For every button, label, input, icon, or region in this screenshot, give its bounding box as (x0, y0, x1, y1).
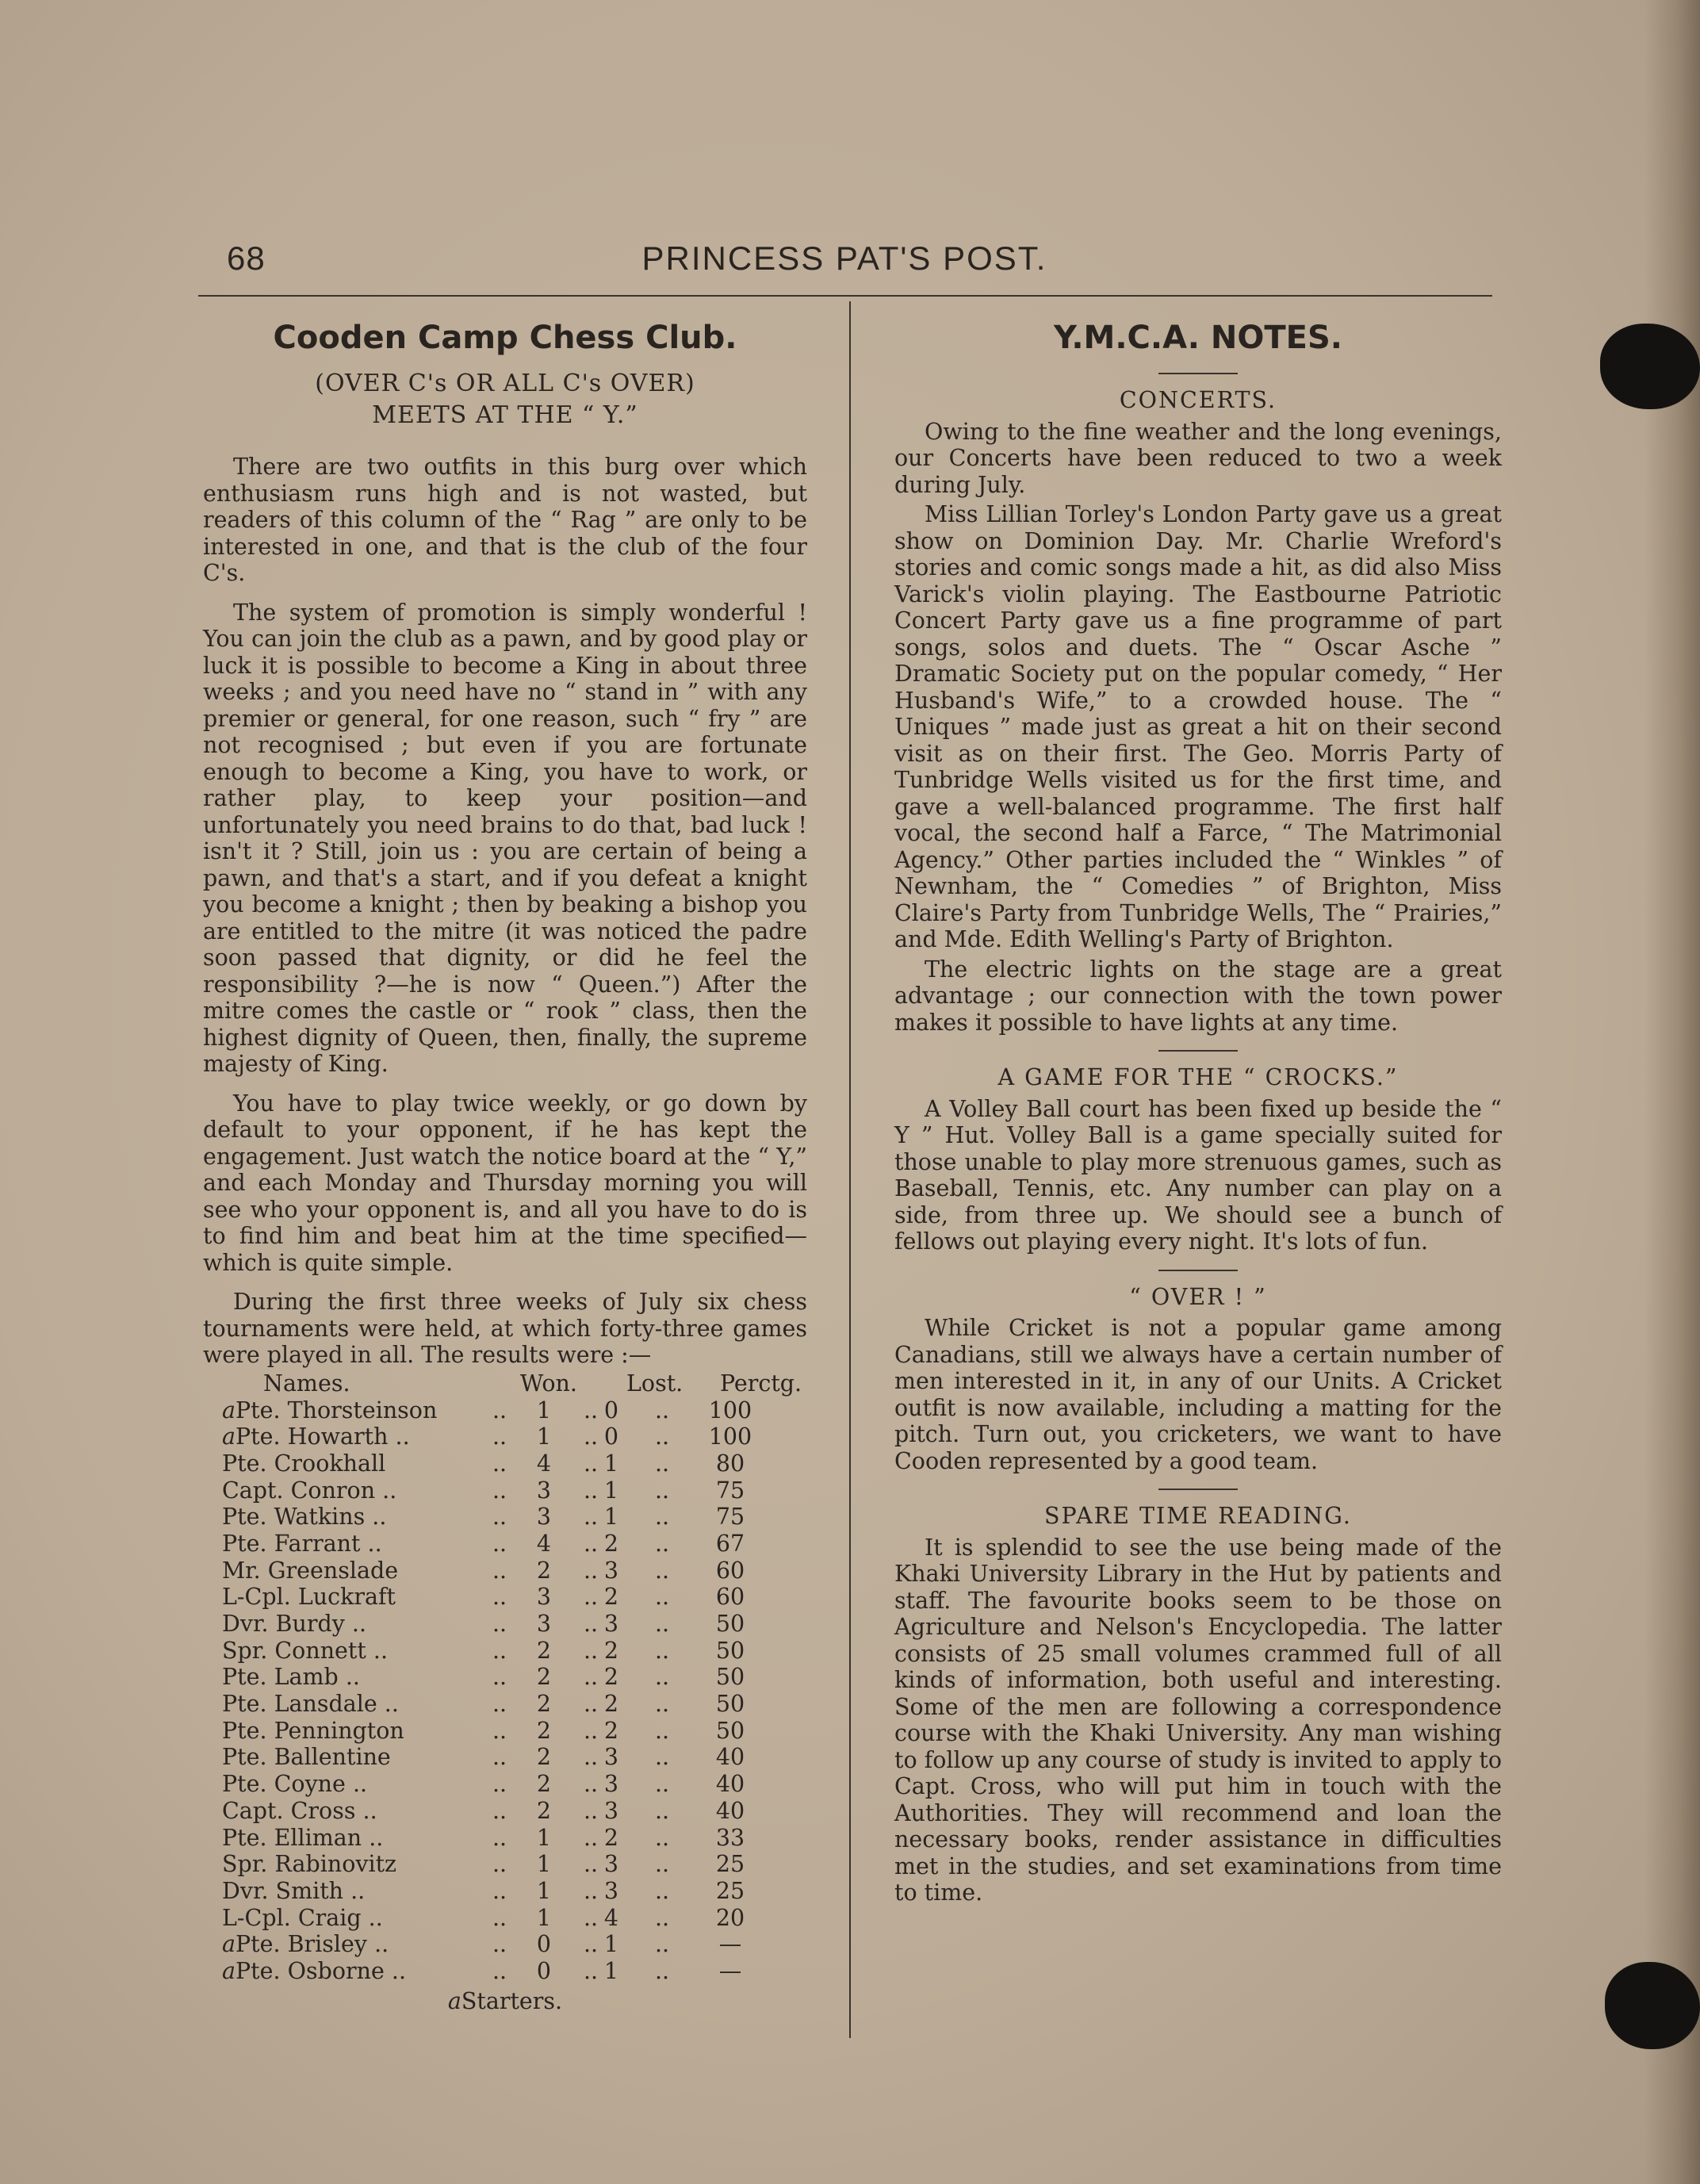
leader-dots: .. (584, 1744, 599, 1771)
header-names: Names. (263, 1370, 350, 1397)
leader-dots: .. (492, 1851, 507, 1878)
leader-dots: .. (655, 1450, 670, 1477)
leader-dots: .. (584, 1797, 599, 1824)
paragraph: You have to play twice weekly, or go down by default to your opponent, if he has kept the engagement. Just watch the notice board at the “ Y,” and each Monday and Thursday morning you will see who your opponent is, and all you have to do is to find him and beat him at the time specified—which is quite simple. (203, 1090, 807, 1276)
table-row (203, 1851, 807, 1878)
leader-dots: .. (655, 1877, 670, 1904)
leader-dots: .. (655, 1504, 670, 1531)
leader-dots: .. (655, 1957, 670, 1984)
won-count: 4 (536, 1530, 552, 1557)
player-name-text: Dvr. Smith .. (222, 1877, 366, 1904)
table-row (203, 1638, 807, 1665)
table-row (203, 1504, 807, 1531)
paragraph: A Volley Ball court has been fixed up beside the “ Y ” Hut. Volley Ball is a game specially suited for those unable to play more strenuous games, such as Baseball, Tennis, etc. Any number can play on a side, from three up. We should see a bunch of fellows out playing every night. It's lots of fun. (894, 1095, 1502, 1255)
leader-dots: .. (584, 1851, 599, 1878)
lost-count: 2 (603, 1691, 619, 1718)
player-name-text: Pte. Brisley .. (235, 1931, 389, 1958)
starter-marker: a (222, 1423, 235, 1450)
lost-count: 1 (603, 1477, 619, 1504)
leader-dots: .. (584, 1691, 599, 1718)
percentage: 25 (715, 1877, 745, 1904)
section-heading: “ OVER ! ” (1129, 1283, 1267, 1310)
leader-dots: .. (584, 1877, 599, 1904)
percentage: 75 (715, 1504, 745, 1531)
player-name-text: Pte. Lamb .. (222, 1664, 360, 1691)
won-count: 0 (536, 1957, 552, 1984)
binding-hole-bottom (1605, 1962, 1700, 2049)
won-count: 0 (536, 1931, 552, 1958)
lost-count: 3 (603, 1557, 619, 1584)
percentage: 50 (715, 1611, 745, 1637)
player-name (222, 1851, 396, 1878)
page-header (198, 239, 1491, 295)
section-heading: A GAME FOR THE “ CROCKS.” (997, 1064, 1399, 1090)
lost-count: 1 (603, 1504, 619, 1531)
table-row (203, 1744, 807, 1771)
page-number: 68 (227, 239, 266, 277)
player-name-text: L-Cpl. Luckraft (222, 1584, 396, 1611)
percentage: 60 (715, 1584, 745, 1611)
table-row (203, 1558, 807, 1584)
table-row (203, 1878, 807, 1905)
player-name-text: Pte. Howarth .. (235, 1423, 410, 1450)
header-percentage: Perctg. (720, 1370, 802, 1397)
leader-dots: .. (655, 1397, 670, 1423)
starter-marker: a (222, 1397, 235, 1423)
player-name (222, 1771, 367, 1798)
percentage: 40 (715, 1797, 745, 1824)
won-count: 1 (536, 1877, 552, 1904)
player-name (222, 1504, 386, 1531)
header-lost: Lost. (626, 1370, 683, 1397)
paragraph: During the first three weeks of July six chess tournaments were held, at which forty-three games were played in all. The results were :— (203, 1289, 807, 1368)
paragraph: Miss Lillian Torley's London Party gave us a great show on Dominion Day. Mr. Charlie Wreford's stories and comic songs made a hit, as did also Miss Varick's violin playing. The Eastbourne Patriotic Concert Party gave us a fine programme of part songs, solos and duets. The “ Oscar Asche ” Dramatic Society put on the popular comedy, “ Her Husband's Wife,” to a crowded house. The “ Uniques ” made just as great a hit on their second visit as on their first. The Geo. Morris Party of Tunbridge Wells visited us for the first time, and gave a well-balanced programme. The first half vocal, the second half a Farce, “ The Matrimonial Agency.” Other parties included the “ Winkles ” of Newnham, the “ Comedies ” of Brighton, Miss Claire's Party from Tunbridge Wells, The “ Prairies,” and Mde. Edith Welling's Party of Brighton. (894, 501, 1502, 952)
won-count: 2 (536, 1691, 552, 1718)
leader-dots: .. (584, 1450, 599, 1477)
player-name (222, 1905, 383, 1932)
percentage: 33 (715, 1824, 745, 1851)
leader-dots: .. (584, 1557, 599, 1584)
lost-count: 1 (603, 1957, 619, 1984)
won-count: 2 (536, 1557, 552, 1584)
lost-count: 0 (603, 1423, 619, 1450)
percentage: 100 (708, 1423, 752, 1450)
player-name (222, 1450, 385, 1477)
leader-dots: .. (584, 1957, 599, 1984)
leader-dots: .. (584, 1717, 599, 1744)
leader-dots: .. (492, 1691, 507, 1718)
player-name-text: Spr. Rabinovitz (222, 1851, 397, 1878)
lost-count: 4 (603, 1904, 619, 1931)
article-title: Cooden Camp Chess Club. (273, 320, 737, 356)
leader-dots: .. (655, 1744, 670, 1771)
table-row (203, 1423, 807, 1450)
starter-marker: a (222, 1931, 235, 1958)
won-count: 1 (536, 1397, 552, 1423)
lost-count: 2 (603, 1717, 619, 1744)
lost-count: 2 (603, 1530, 619, 1557)
leader-dots: .. (492, 1877, 507, 1904)
leader-dots: .. (492, 1771, 507, 1798)
leader-dots: .. (655, 1584, 670, 1611)
player-name-text: Pte. Thorsteinson (235, 1397, 438, 1423)
leader-dots: .. (492, 1824, 507, 1851)
paragraph: It is splendid to see the use being made of the Khaki University Library in the Hut by patients and staff. The favourite books seem to be those on Agriculture and Nelson's Encyclopedia. The latter consists of 25 small volumes crammed full of all kinds of information, both useful and interesting. Some of the men are following a correspondence course with the Khaki University. Any man wishing to follow up any course of study is invited to apply to Capt. Cross, who will put him in touch with the Authorities. They will recommend and loan the necessary books, render assistance in difficulties met in the studies, and set examinations from time to time. (894, 1534, 1502, 1906)
leader-dots: .. (584, 1637, 599, 1664)
leader-dots: .. (492, 1450, 507, 1477)
table-row (203, 1450, 807, 1477)
leader-dots: .. (584, 1771, 599, 1798)
section-rule (1158, 373, 1238, 374)
footnote-marker: a (447, 1987, 461, 2014)
leader-dots: .. (492, 1423, 507, 1450)
leader-dots: .. (584, 1423, 599, 1450)
percentage: 75 (715, 1477, 745, 1504)
player-name (222, 1531, 382, 1558)
lost-count: 2 (603, 1584, 619, 1611)
player-name-text: Capt. Cross .. (222, 1797, 377, 1824)
table-row (203, 1477, 807, 1504)
percentage: 50 (715, 1717, 745, 1744)
player-name-text: Pte. Crookhall (222, 1450, 386, 1477)
table-body (203, 1397, 807, 1985)
paragraph: The electric lights on the stage are a great advantage ; our connection with the town power makes it possible to have lights at any time. (894, 956, 1502, 1036)
leader-dots: .. (492, 1477, 507, 1504)
table-row (203, 1584, 807, 1611)
leader-dots: .. (492, 1717, 507, 1744)
won-count: 2 (536, 1771, 552, 1798)
percentage: 100 (708, 1397, 752, 1423)
leader-dots: .. (655, 1557, 670, 1584)
table-row (203, 1771, 807, 1798)
leader-dots: .. (492, 1904, 507, 1931)
won-count: 1 (536, 1904, 552, 1931)
player-name-text: L-Cpl. Craig .. (222, 1904, 383, 1931)
paragraph: The system of promotion is simply wonderful ! You can join the club as a pawn, and by good play or luck it is possible to become a King in about three weeks ; and you need have no “ stand in ” with any premier or general, for one reason, such “ fry ” are not recognised ; but even if you are fortunate enough to become a King, you have to work, or rather play, to keep your position—and unfortunately you need brains to do that, bad luck ! isn't it ? Still, join us : you are certain of being a pawn, and that's a start, and if you defeat a knight you become a knight ; then by beaking a bishop you are entitled to the mitre (it was noticed the padre soon passed that dignity, or did he feel the responsibility ?—he is now “ Queen.”) After the mitre comes the castle or “ rook ” class, then the highest dignity of Queen, then, finally, the supreme majesty of King. (203, 599, 807, 1077)
leader-dots: .. (492, 1957, 507, 1984)
lost-count: 1 (603, 1931, 619, 1958)
leader-dots: .. (655, 1423, 670, 1450)
article-subtitle-2: MEETS AT THE “ Y.” (372, 401, 638, 429)
binding-hole-top (1600, 324, 1700, 409)
leader-dots: .. (492, 1584, 507, 1611)
won-count: 1 (536, 1824, 552, 1851)
lost-count: 3 (603, 1877, 619, 1904)
table-row (203, 1825, 807, 1852)
won-count: 1 (536, 1423, 552, 1450)
percentage: 25 (715, 1851, 745, 1878)
section-rule (1158, 1050, 1238, 1052)
player-name (222, 1611, 366, 1638)
section-rule (1158, 1270, 1238, 1271)
player-name (222, 1691, 399, 1718)
leader-dots: .. (492, 1637, 507, 1664)
player-name (222, 1798, 377, 1825)
leader-dots: .. (584, 1824, 599, 1851)
left-column (203, 317, 807, 2014)
won-count: 4 (536, 1450, 552, 1477)
percentage: 80 (715, 1450, 745, 1477)
player-name-text: Pte. Watkins .. (222, 1504, 387, 1531)
table-row (203, 1798, 807, 1825)
leader-dots: .. (655, 1530, 670, 1557)
player-name (222, 1664, 360, 1691)
leader-dots: .. (492, 1797, 507, 1824)
leader-dots: .. (655, 1637, 670, 1664)
leader-dots: .. (584, 1477, 599, 1504)
leader-dots: .. (655, 1717, 670, 1744)
percentage: 20 (715, 1904, 745, 1931)
leader-dots: .. (492, 1931, 507, 1958)
won-count: 2 (536, 1797, 552, 1824)
leader-dots: .. (584, 1931, 599, 1958)
won-count: 2 (536, 1717, 552, 1744)
player-name (222, 1423, 410, 1450)
leader-dots: .. (492, 1664, 507, 1691)
article-title: Y.M.C.A. NOTES. (1053, 320, 1342, 356)
section-heading: CONCERTS. (1119, 387, 1277, 413)
results-table (203, 1370, 807, 2015)
leader-dots: .. (492, 1744, 507, 1771)
player-name (222, 1638, 388, 1665)
leader-dots: .. (655, 1851, 670, 1878)
leader-dots: .. (655, 1664, 670, 1691)
notes-sections (894, 387, 1502, 1906)
player-name-text: Pte. Ballentine (222, 1744, 391, 1771)
percentage: 60 (715, 1557, 745, 1584)
table-row (203, 1931, 807, 1958)
lost-count: 3 (603, 1797, 619, 1824)
starter-marker: a (222, 1957, 235, 1984)
leader-dots: .. (655, 1931, 670, 1958)
won-count: 3 (536, 1477, 552, 1504)
paragraph: While Cricket is not a popular game among Canadians, still we always have a certain number of men interested in it, in any of our Units. A Cricket outfit is now available, including a matting for the pitch. Turn out, you cricketers, we want to have Cooden represented by a good team. (894, 1315, 1502, 1474)
table-footnote (203, 1988, 807, 2015)
player-name (222, 1397, 437, 1424)
percentage: 40 (715, 1744, 745, 1771)
leader-dots: .. (655, 1691, 670, 1718)
lost-count: 2 (603, 1637, 619, 1664)
leader-dots: .. (655, 1771, 670, 1798)
player-name-text: Spr. Connett .. (222, 1637, 389, 1664)
player-name-text: Pte. Osborne .. (235, 1957, 407, 1984)
player-name-text: Pte. Farrant .. (222, 1530, 382, 1557)
percentage: — (718, 1931, 742, 1958)
lost-count: 0 (603, 1397, 619, 1423)
table-row (203, 1664, 807, 1691)
player-name (222, 1878, 365, 1905)
won-count: 3 (536, 1611, 552, 1637)
header-rule (198, 295, 1492, 297)
player-name-text: Capt. Conron .. (222, 1477, 397, 1504)
percentage: 50 (715, 1664, 745, 1691)
table-row (203, 1718, 807, 1745)
leader-dots: .. (584, 1584, 599, 1611)
lost-count: 2 (603, 1664, 619, 1691)
player-name-text: Mr. Greenslade (222, 1557, 399, 1584)
player-name (222, 1718, 404, 1745)
leader-dots: .. (655, 1797, 670, 1824)
won-count: 3 (536, 1584, 552, 1611)
leader-dots: .. (584, 1904, 599, 1931)
player-name-text: Dvr. Burdy .. (222, 1611, 367, 1637)
leader-dots: .. (584, 1530, 599, 1557)
section-rule (1158, 1489, 1238, 1490)
lost-count: 3 (603, 1771, 619, 1798)
section-heading: SPARE TIME READING. (1043, 1503, 1352, 1529)
percentage: 67 (715, 1530, 745, 1557)
player-name (222, 1744, 391, 1771)
leader-dots: .. (655, 1824, 670, 1851)
won-count: 2 (536, 1664, 552, 1691)
lost-count: 3 (603, 1611, 619, 1637)
paragraph: There are two outfits in this burg over which enthusiasm runs high and is not wasted, but readers of this column of the “ Rag ” are only to be interested in one, and that is the club of the four C's. (203, 454, 807, 586)
leader-dots: .. (655, 1611, 670, 1637)
paragraph: Owing to the fine weather and the long evenings, our Concerts have been reduced to two a week during July. (894, 418, 1502, 498)
leader-dots: .. (655, 1477, 670, 1504)
won-count: 3 (536, 1504, 552, 1531)
right-column (894, 317, 1502, 1910)
publication-title: PRINCESS PAT'S POST. (641, 239, 1047, 277)
player-name (222, 1477, 396, 1504)
lost-count: 3 (603, 1744, 619, 1771)
won-count: 1 (536, 1851, 552, 1878)
table-row (203, 1611, 807, 1638)
leader-dots: .. (492, 1557, 507, 1584)
table-row (203, 1531, 807, 1558)
player-name (222, 1825, 383, 1852)
table-header (203, 1370, 807, 1397)
won-count: 2 (536, 1637, 552, 1664)
table-row (203, 1905, 807, 1932)
lost-count: 3 (603, 1851, 619, 1878)
player-name-text: Pte. Coyne .. (222, 1771, 368, 1798)
percentage: 40 (715, 1771, 745, 1798)
leader-dots: .. (655, 1904, 670, 1931)
player-name (222, 1584, 396, 1611)
leader-dots: .. (584, 1504, 599, 1531)
player-name-text: Pte. Pennington (222, 1717, 404, 1744)
column-divider (849, 301, 851, 2038)
article-subtitle: (OVER C's OR ALL C's OVER) (315, 370, 695, 397)
leader-dots: .. (584, 1611, 599, 1637)
lost-count: 2 (603, 1824, 619, 1851)
percentage: 50 (715, 1637, 745, 1664)
percentage: 50 (715, 1691, 745, 1718)
leader-dots: .. (492, 1397, 507, 1423)
table-row (203, 1691, 807, 1718)
table-row (203, 1958, 807, 1985)
won-count: 2 (536, 1744, 552, 1771)
header-won: Won. (520, 1370, 577, 1397)
leader-dots: .. (492, 1611, 507, 1637)
player-name (222, 1958, 406, 1985)
leader-dots: .. (492, 1530, 507, 1557)
player-name-text: Pte. Lansdale .. (222, 1691, 399, 1718)
leader-dots: .. (492, 1504, 507, 1531)
table-row (203, 1397, 807, 1424)
leader-dots: .. (584, 1397, 599, 1423)
player-name (222, 1558, 398, 1584)
player-name-text: Pte. Elliman .. (222, 1824, 384, 1851)
player-name (222, 1931, 389, 1958)
percentage: — (718, 1957, 742, 1984)
footnote-text: Starters. (461, 1987, 563, 2014)
leader-dots: .. (584, 1664, 599, 1691)
lost-count: 1 (603, 1450, 619, 1477)
